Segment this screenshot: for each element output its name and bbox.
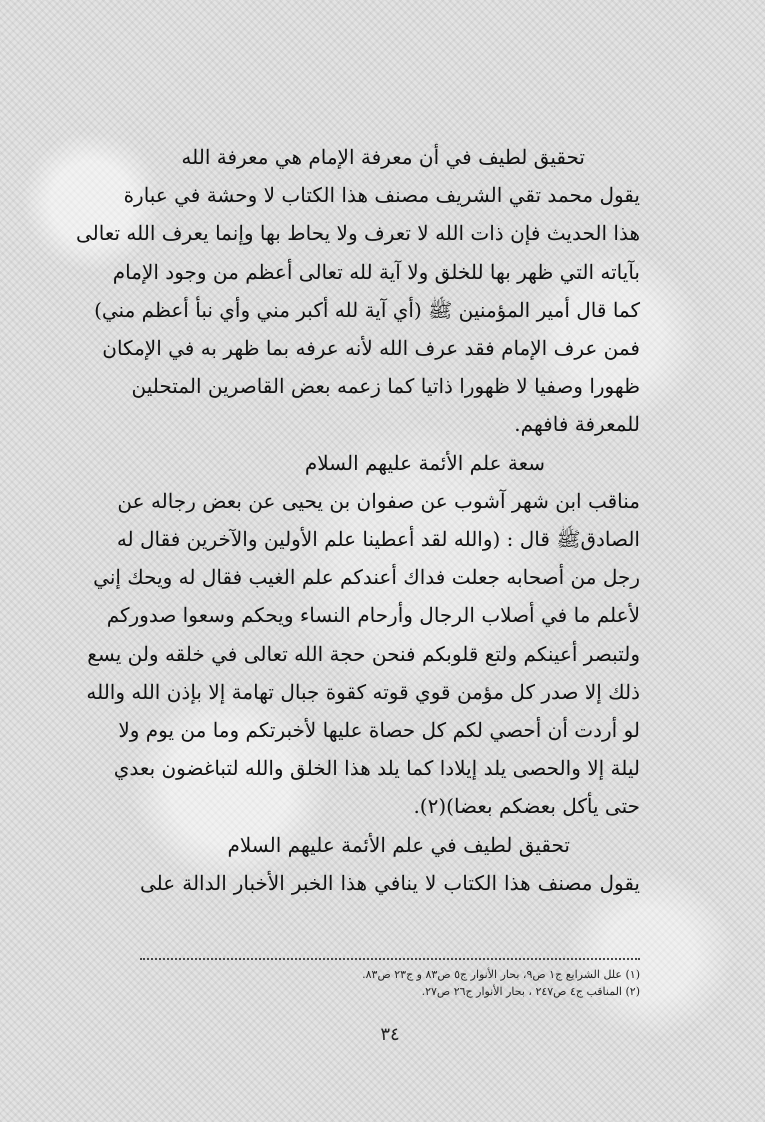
text-line: ولتبصر أعينكم ولتع قلوبكم فنحن حجة الله تعالى في خلقه ولن يسع xyxy=(87,641,640,666)
page-number: ٣٤ xyxy=(380,1024,400,1045)
text-line: لأعلم ما في أصلاب الرجال وأرحام النساء ويحكم وسعوا صدوركم xyxy=(106,603,640,628)
text-line: فمن عرف الإمام فقد عرف الله لأنه عرفه بما ظهر به في الإمكان xyxy=(102,336,640,361)
section-heading: سعة علم الأئمة عليهم السلام xyxy=(304,450,545,475)
text-line: ظهورا وصفيا لا ظهورا ذاتيا كما زعمه بعض القاصرين المتحلين xyxy=(131,374,640,399)
text-line: لو أردت أن أحصي لكم كل حصاة عليها لأخبرتكم وما من يوم ولا xyxy=(118,718,640,743)
text-line: هذا الحديث فإن ذات الله لا تعرف ولا يحاط بها وإنما يعرف الله تعالى xyxy=(75,221,640,246)
body-text xyxy=(75,138,640,902)
footnote-separator xyxy=(140,958,640,960)
text-line: مناقب ابن شهر آشوب عن صفوان بن يحيى عن بعض رجاله عن xyxy=(117,488,640,513)
text-line: ليلة إلا والحصى يلد إيلادا كما يلد هذا الخلق والله لتباغضون بعدي xyxy=(113,756,640,781)
footnote-2: (٢) المناقب ج٤ ص٢٤٧ ، بحار الأنوار ج٢٦ ص٢٧. xyxy=(421,985,640,998)
section-heading: تحقيق لطيف في أن معرفة الإمام هي معرفة الله xyxy=(181,145,585,169)
text-line: كما قال أمير المؤمنين ﷺ (أي آية لله أكبر مني وأي نبأ أعظم مني) xyxy=(94,297,640,322)
text-line: ذلك إلا صدر كل مؤمن قوي قوته كقوة جبال تهامة إلا بإذن الله والله xyxy=(86,679,640,704)
text-line: الصادقﷺ قال : (والله لقد أعطينا علم الأولين والآخرين فقال له xyxy=(116,527,640,552)
text-line: يقول مصنف هذا الكتاب لا ينافي هذا الخبر الأخبار الدالة على xyxy=(140,870,640,895)
text-line: حتى يأكل بعضكم بعضا)(٢). xyxy=(413,794,640,819)
section-heading: تحقيق لطيف في علم الأئمة عليهم السلام xyxy=(227,832,570,857)
footnotes xyxy=(140,966,640,1000)
text-line: بآياته التي ظهر بها للخلق ولا آية لله تعالى أعظم من وجود الإمام xyxy=(112,259,640,284)
text-line: رجل من أصحابه جعلت فداك أعندكم علم الغيب فقال له ويحك إني xyxy=(93,565,640,590)
footnote-1: (١) علل الشرايع ج١ ص٩، بحار الأنوار ج٥ ص٨٣ و ج٢٣ ص٨٣. xyxy=(362,968,640,981)
text-line: يقول محمد تقي الشريف مصنف هذا الكتاب لا وحشة في عبارة xyxy=(123,183,640,208)
text-line: للمعرفة فافهم. xyxy=(514,412,640,437)
